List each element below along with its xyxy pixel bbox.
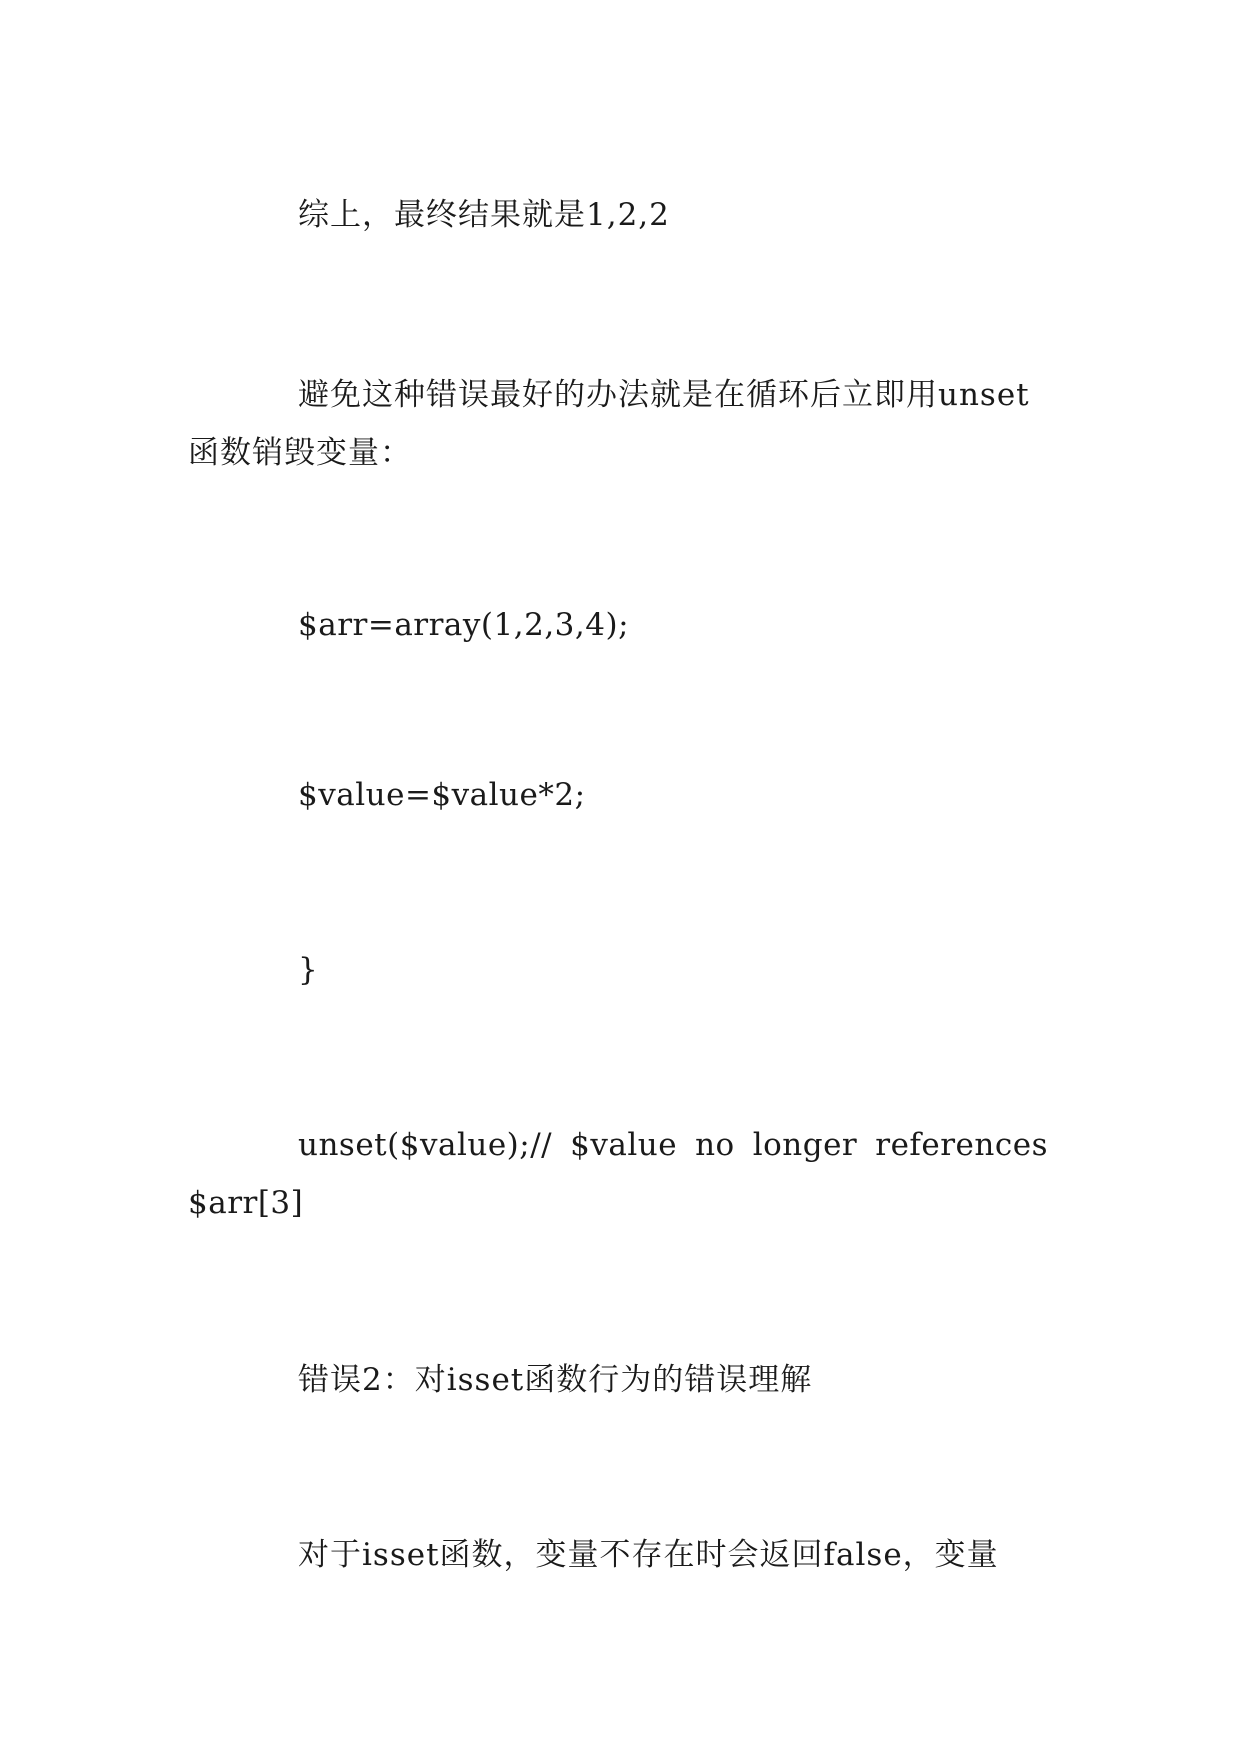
paragraph-unset-advice: 避免这种错误最好的办法就是在循环后立即用unset函数销毁变量：	[188, 377, 1030, 471]
section-heading-error-2: 错误2：对isset函数行为的错误理解	[298, 1362, 813, 1398]
code-line-close-brace: }	[298, 952, 319, 988]
paragraph-summary: 综上，最终结果就是1,2,2	[298, 197, 670, 233]
paragraph-isset-explanation: 对于isset函数，变量不存在时会返回false，变量	[298, 1537, 999, 1573]
code-line-value: $value=$value*2;	[298, 777, 586, 813]
code-line-array: $arr=array(1,2,3,4);	[298, 607, 630, 643]
code-line-unset: unset($value);// $value no longer references $arr[3]	[188, 1127, 1048, 1221]
